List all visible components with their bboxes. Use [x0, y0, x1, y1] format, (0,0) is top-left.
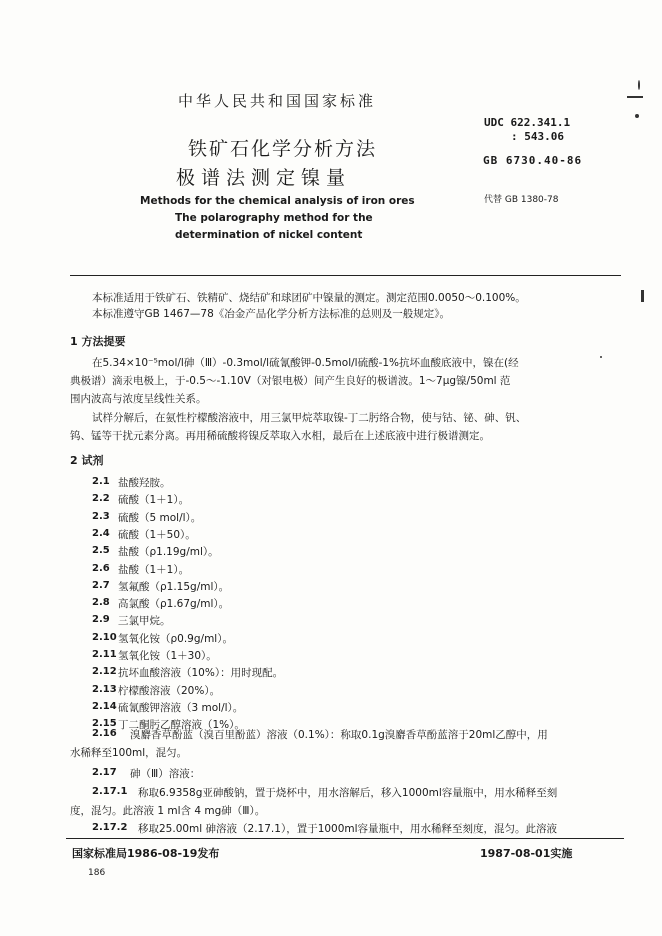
section1-p2-line2: 钨、锰等干扰元素分离。再用稀硫酸将镍反萃取入水相，最后在上述底液中进行极谱测定。: [70, 430, 490, 442]
reagent-217-number: 2.17: [92, 767, 117, 778]
section1-p2-line1: 试样分解后，在氨性柠檬酸溶液中，用三氯甲烷萃取镍-丁二肟络合物，使与钴、铋、砷、钒、: [92, 412, 527, 424]
section1-heading: 1 方法提要: [70, 335, 126, 348]
replaces-standard: 代替 GB 1380-78: [484, 195, 559, 205]
reagent-item-number: 2.11: [92, 649, 117, 660]
section1-p1-line1: 在5.34×10⁻⁵mol/l砷（Ⅲ）-0.3mol/l硫氰酸钾-0.5mol/l硫酸-1%抗坏血酸底液中，镍在(经: [92, 357, 519, 369]
reagent-item-text: 高氯酸（ρ1.67g/ml）。: [118, 598, 230, 610]
udc-code-line1: UDC 622.341.1: [484, 116, 571, 129]
reagent-2172-line1: 移取25.00ml 砷溶液（2.17.1），置于1000ml容量瓶中，用水稀释至刻度，混匀。此溶液: [138, 823, 558, 835]
scan-mark: [638, 80, 640, 90]
reagent-item-text: 氢氧化铵（1＋30）。: [118, 650, 217, 662]
section2-heading: 2 试剂: [70, 454, 104, 467]
header-divider: [70, 275, 621, 276]
reagent-item-number: 2.15: [92, 718, 117, 729]
reagent-item-text: 硫酸（5 mol/l）。: [118, 512, 202, 524]
title-english-line2: The polarography method for the: [175, 212, 373, 224]
reagent-item-number: 2.10: [92, 632, 117, 643]
scan-mark: [635, 114, 639, 118]
title-chinese-line2: 极谱法测定镍量: [176, 167, 352, 189]
reagent-item-number: 2.9: [92, 614, 110, 625]
section1-p1-line2: 典极谱）滴汞电极上，于-0.5～-1.10V（对银电极）间产生良好的极谱波。1～7μg镍/50ml 范: [70, 375, 511, 387]
reagent-item-text: 盐酸羟胺。: [118, 477, 171, 489]
reagent-2171-line1: 称取6.9358g亚砷酸钠，置于烧杯中，用水溶解后，移入1000ml容量瓶中，用水稀释至刻: [138, 787, 558, 799]
title-english-line3: determination of nickel content: [175, 229, 363, 241]
reagent-item-number: 2.14: [92, 701, 117, 712]
reagent-item-number: 2.12: [92, 666, 117, 677]
reagent-item-text: 丁二酮肟乙醇溶液（1%）。: [118, 719, 245, 731]
reagent-2171-number: 2.17.1: [92, 786, 128, 797]
reagent-item-text: 柠檬酸溶液（20%）。: [118, 685, 221, 697]
issue-date: 国家标准局1986-08-19发布: [72, 847, 220, 860]
reagent-item-text: 盐酸（ρ1.19g/ml）。: [118, 546, 219, 558]
footer-divider: [66, 838, 624, 839]
reagent-item-number: 2.3: [92, 511, 110, 522]
reagent-item-text: 氢氧化铵（ρ0.9g/ml）。: [118, 633, 233, 645]
reagent-2172-number: 2.17.2: [92, 822, 128, 833]
reagent-2171-line2: 度，混匀。此溶液 1 ml含 4 mg砷（Ⅲ）。: [70, 805, 266, 817]
reagent-item-text: 硫氰酸钾溶液（3 mol/l）。: [118, 702, 244, 714]
gb-standard-code: GB 6730.40-86: [483, 154, 583, 167]
reagent-216-line1: 溴麝香草酚蓝（溴百里酚蓝）溶液（0.1%）：称取0.1g溴麝香草酚蓝溶于20ml乙醇中，用: [130, 729, 548, 741]
scan-mark: [627, 96, 643, 98]
reagent-item-text: 硫酸（1＋1）。: [118, 494, 190, 506]
reagent-item-text: 氢氟酸（ρ1.15g/ml）。: [118, 581, 230, 593]
section1-p1-line3: 围内波高与浓度呈线性关系。: [70, 393, 207, 405]
reagent-item-number: 2.1: [92, 476, 110, 487]
reagent-216-number: 2.16: [92, 728, 117, 739]
reagent-item-text: 盐酸（1＋1）。: [118, 564, 190, 576]
national-standard-heading: 中华人民共和国国家标准: [178, 92, 377, 110]
reagent-item-number: 2.7: [92, 580, 110, 591]
reagent-item-number: 2.4: [92, 528, 110, 539]
intro-scope: 本标准适用于铁矿石、铁精矿、烧结矿和球团矿中镍量的测定。测定范围0.0050～0.100%。: [92, 292, 526, 304]
reagent-216-line2: 水稀释至100ml，混匀。: [70, 747, 188, 759]
reagent-217-text: 砷（Ⅲ）溶液：: [130, 768, 201, 780]
reagent-item-text: 硫酸（1＋50）。: [118, 529, 196, 541]
scan-mark: [600, 356, 602, 358]
reagent-item-number: 2.13: [92, 684, 117, 695]
reagent-item-number: 2.6: [92, 563, 110, 574]
scan-mark: [641, 290, 644, 302]
reagent-item-number: 2.2: [92, 493, 110, 504]
title-english-line1: Methods for the chemical analysis of iron ores: [140, 195, 415, 207]
title-chinese-line1: 铁矿石化学分析方法: [188, 138, 378, 160]
reagent-item-number: 2.8: [92, 597, 110, 608]
reagent-item-text: 三氯甲烷。: [118, 615, 171, 627]
effective-date: 1987-08-01实施: [480, 847, 573, 860]
page-number: 186: [88, 868, 106, 878]
intro-compliance: 本标准遵守GB 1467—78《冶金产品化学分析方法标准的总则及一般规定》。: [92, 308, 451, 320]
reagent-item-text: 抗坏血酸溶液（10%）：用时现配。: [118, 667, 284, 679]
udc-code-line2: : 543.06: [511, 130, 564, 143]
reagent-item-number: 2.5: [92, 545, 110, 556]
